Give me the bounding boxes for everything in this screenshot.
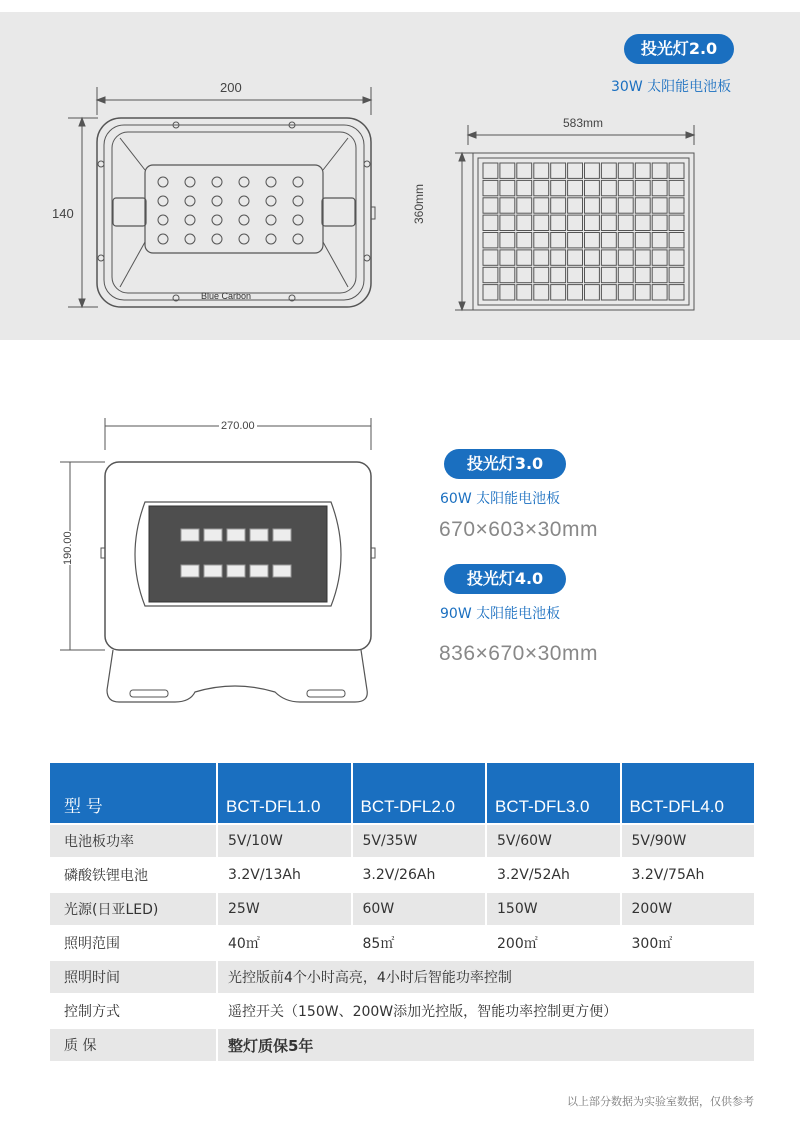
header-model-3: BCT-DFL3.0 bbox=[487, 763, 620, 823]
solar-cell bbox=[652, 215, 667, 230]
solar-cell bbox=[483, 215, 498, 230]
header-model-2: BCT-DFL2.0 bbox=[353, 763, 486, 823]
solar-cell bbox=[568, 250, 583, 265]
solar-cell bbox=[635, 285, 650, 300]
solar-cell bbox=[551, 163, 566, 178]
solar-cell bbox=[585, 163, 600, 178]
lamp2-height-label: 140 bbox=[52, 206, 74, 221]
solar-cell bbox=[585, 198, 600, 213]
solar-cell bbox=[568, 233, 583, 248]
solar-cell bbox=[601, 233, 616, 248]
solar-cell bbox=[517, 180, 532, 195]
product4-panel-dimensions: 836×670×30mm bbox=[439, 642, 598, 665]
lamp3-height-label: 190.00 bbox=[62, 531, 74, 565]
solar-cell bbox=[601, 198, 616, 213]
solar-cell bbox=[517, 267, 532, 282]
table-row bbox=[50, 893, 754, 925]
solar-cell bbox=[635, 215, 650, 230]
solar-cell bbox=[483, 198, 498, 213]
spec-table-header bbox=[50, 763, 754, 823]
lamp3-width-label: 270.00 bbox=[221, 420, 255, 432]
solar-cell bbox=[534, 198, 549, 213]
solar-cell bbox=[652, 198, 667, 213]
table-row bbox=[50, 859, 754, 891]
solar-cell bbox=[551, 198, 566, 213]
solar-cell bbox=[601, 180, 616, 195]
product-title-pill-2: 投光灯2.0 bbox=[624, 34, 734, 64]
solar-cell bbox=[585, 267, 600, 282]
solar-cell bbox=[483, 180, 498, 195]
solar-cell bbox=[635, 250, 650, 265]
solar-cell bbox=[635, 233, 650, 248]
cell-span: 整灯质保5年 bbox=[218, 1029, 754, 1061]
table-row bbox=[50, 1029, 754, 1061]
cell: 5V/35W bbox=[353, 825, 486, 857]
solar-cell bbox=[483, 285, 498, 300]
solar-cell bbox=[568, 198, 583, 213]
solar-cell bbox=[601, 215, 616, 230]
header-model-label: 型 号 bbox=[50, 763, 216, 823]
cell: 3.2V/52Ah bbox=[497, 867, 570, 883]
solar-cell bbox=[618, 285, 633, 300]
solar-cell bbox=[635, 180, 650, 195]
product4-panel-caption: 90W 太阳能电池板 bbox=[440, 606, 561, 622]
solar-cell bbox=[652, 163, 667, 178]
solar-cell bbox=[618, 198, 633, 213]
cell: 3.2V/13Ah bbox=[228, 867, 301, 883]
cell: 60W bbox=[353, 893, 486, 925]
panel-width-label: 583mm bbox=[563, 116, 604, 130]
solar-cell bbox=[601, 285, 616, 300]
lamp2-brand-text: Blue Carbon bbox=[201, 291, 252, 301]
solar-cell bbox=[483, 250, 498, 265]
solar-cell bbox=[517, 250, 532, 265]
table-row bbox=[50, 825, 754, 857]
product-title-pill-3: 投光灯3.0 bbox=[444, 449, 566, 479]
spec-table bbox=[48, 761, 756, 1063]
solar-cell bbox=[568, 163, 583, 178]
solar-cell bbox=[517, 215, 532, 230]
cell: 25W bbox=[218, 893, 351, 925]
solar-cell bbox=[669, 215, 684, 230]
solar-cell bbox=[551, 215, 566, 230]
solar-cell bbox=[669, 198, 684, 213]
cell: 5V/60W bbox=[487, 825, 620, 857]
row-label: 质 保 bbox=[50, 1029, 216, 1061]
solar-panel-drawing bbox=[440, 120, 710, 320]
solar-cell bbox=[635, 267, 650, 282]
solar-cell bbox=[635, 163, 650, 178]
row-label: 控制方式 bbox=[64, 1004, 120, 1020]
solar-cell bbox=[601, 163, 616, 178]
solar-cell bbox=[618, 267, 633, 282]
solar-cell bbox=[517, 233, 532, 248]
cell: 200㎡ bbox=[497, 936, 538, 952]
solar-cell bbox=[568, 285, 583, 300]
solar-cell bbox=[517, 163, 532, 178]
solar-cell bbox=[483, 267, 498, 282]
product3-panel-caption: 60W 太阳能电池板 bbox=[440, 491, 561, 507]
solar-cell bbox=[534, 215, 549, 230]
cell: 5V/10W bbox=[218, 825, 351, 857]
cell: 5V/90W bbox=[622, 825, 755, 857]
solar-cell bbox=[652, 267, 667, 282]
lamp2-width-label: 200 bbox=[220, 80, 242, 95]
solar-cell bbox=[669, 285, 684, 300]
solar-cell bbox=[500, 285, 515, 300]
solar-cell bbox=[551, 233, 566, 248]
solar-cell bbox=[669, 267, 684, 282]
solar-cell bbox=[500, 180, 515, 195]
solar-cell bbox=[585, 233, 600, 248]
solar-cell bbox=[618, 215, 633, 230]
header-model-1: BCT-DFL1.0 bbox=[218, 763, 351, 823]
solar-cell bbox=[652, 285, 667, 300]
row-label: 照明时间 bbox=[50, 961, 216, 993]
cell: 3.2V/26Ah bbox=[362, 867, 436, 883]
cell: 150W bbox=[487, 893, 620, 925]
solar-cell bbox=[669, 250, 684, 265]
solar-cell bbox=[618, 233, 633, 248]
solar-cell bbox=[517, 198, 532, 213]
solar-cell bbox=[551, 267, 566, 282]
solar-cell bbox=[500, 267, 515, 282]
solar-cell bbox=[483, 233, 498, 248]
row-label: 照明范围 bbox=[64, 936, 120, 952]
cell: 300㎡ bbox=[631, 936, 673, 952]
cell: 40㎡ bbox=[228, 936, 260, 952]
panel-height-label: 360mm bbox=[412, 183, 426, 224]
product3-panel-dimensions: 670×603×30mm bbox=[439, 518, 598, 541]
solar-cell bbox=[618, 163, 633, 178]
header-model-4: BCT-DFL4.0 bbox=[622, 763, 755, 823]
solar-cell bbox=[534, 250, 549, 265]
cell: 200W bbox=[622, 893, 755, 925]
solar-cell bbox=[601, 267, 616, 282]
solar-cell bbox=[669, 233, 684, 248]
solar-cell bbox=[618, 180, 633, 195]
solar-cell bbox=[551, 250, 566, 265]
solar-cell bbox=[585, 215, 600, 230]
table-row bbox=[50, 995, 754, 1027]
row-label: 磷酸铁锂电池 bbox=[64, 868, 148, 884]
solar-cell bbox=[568, 267, 583, 282]
solar-cell bbox=[500, 198, 515, 213]
solar-cell bbox=[652, 180, 667, 195]
cell: 85㎡ bbox=[362, 936, 395, 952]
solar-cell bbox=[669, 163, 684, 178]
solar-cell bbox=[601, 250, 616, 265]
solar-cell bbox=[585, 285, 600, 300]
product-title-pill-4: 投光灯4.0 bbox=[444, 564, 566, 594]
solar-cell bbox=[618, 250, 633, 265]
cell-span: 光控版前4个小时高亮，4小时后智能功率控制 bbox=[218, 961, 754, 993]
solar-cell bbox=[551, 180, 566, 195]
table-row bbox=[50, 961, 754, 993]
solar-cell bbox=[517, 285, 532, 300]
solar-cell bbox=[500, 215, 515, 230]
solar-cell bbox=[568, 180, 583, 195]
solar-cell bbox=[652, 233, 667, 248]
solar-cell bbox=[635, 198, 650, 213]
table-row bbox=[50, 927, 754, 959]
row-label: 光源(日亚LED) bbox=[50, 893, 216, 925]
floodlight-2-drawing bbox=[40, 70, 390, 320]
row-label: 电池板功率 bbox=[50, 825, 216, 857]
footnote: 以上部分数据为实验室数据，仅供参考 bbox=[567, 1095, 754, 1108]
solar-cell bbox=[534, 267, 549, 282]
solar-cell bbox=[534, 233, 549, 248]
solar-cell bbox=[652, 250, 667, 265]
solar-cell bbox=[534, 180, 549, 195]
solar-cell bbox=[500, 233, 515, 248]
solar-cell bbox=[551, 285, 566, 300]
solar-cell bbox=[534, 285, 549, 300]
solar-cell bbox=[483, 163, 498, 178]
floodlight-3-4-drawing bbox=[55, 410, 395, 720]
cell-span: 遥控开关（150W、200W添加光控版，智能功率控制更方便） bbox=[228, 1004, 618, 1020]
solar-cell bbox=[500, 163, 515, 178]
solar-cell bbox=[669, 180, 684, 195]
solar-cell bbox=[585, 250, 600, 265]
solar-cell bbox=[500, 250, 515, 265]
cell: 3.2V/75Ah bbox=[631, 867, 705, 883]
product2-panel-caption: 30W 太阳能电池板 bbox=[611, 79, 732, 95]
solar-cell bbox=[534, 163, 549, 178]
solar-cell bbox=[568, 215, 583, 230]
solar-cell bbox=[585, 180, 600, 195]
